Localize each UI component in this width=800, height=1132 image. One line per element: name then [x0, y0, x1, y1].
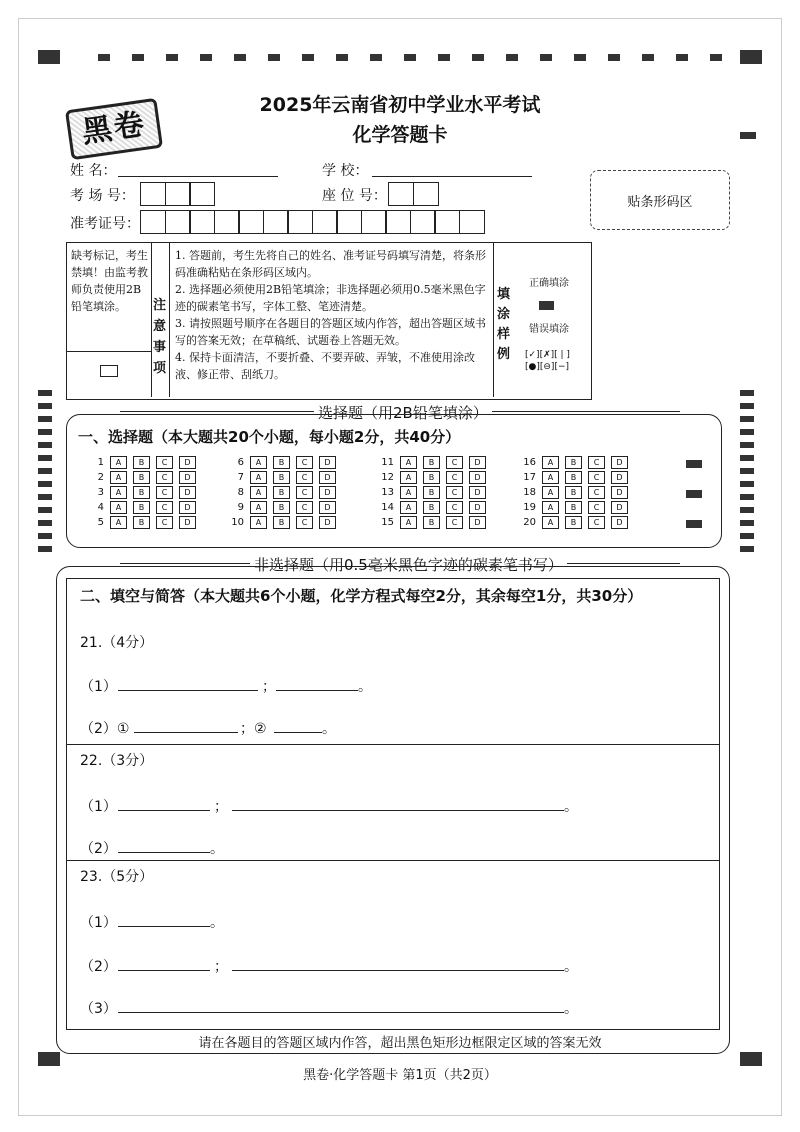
timing-mark — [710, 54, 722, 61]
option-bubble[interactable]: B — [423, 516, 440, 529]
absent-mark-box[interactable] — [100, 365, 118, 377]
name-label: 姓 名： — [70, 163, 117, 179]
row-mark — [686, 490, 702, 498]
option-bubble[interactable]: A — [250, 486, 267, 499]
option-bubble[interactable]: C — [588, 471, 605, 484]
question-number: 6 — [237, 457, 244, 468]
choice-question-row — [518, 456, 634, 469]
timing-mark — [740, 494, 754, 500]
option-bubble[interactable]: B — [273, 471, 290, 484]
question-number: 17 — [523, 472, 536, 483]
notice-heading: 注意事项 — [153, 298, 167, 376]
option-bubble[interactable]: C — [296, 486, 313, 499]
timing-mark — [302, 54, 314, 61]
choice-question-row — [226, 486, 342, 499]
choice-question-row — [86, 471, 202, 484]
option-bubble[interactable]: D — [179, 501, 196, 514]
option-bubble[interactable]: B — [133, 471, 150, 484]
answer-area — [66, 578, 720, 1030]
choice-question-row — [86, 501, 202, 514]
absent-note: 缺考标记，考生禁填！由监考教师负责使用2B铅笔填涂。 — [71, 249, 148, 313]
choice-question-row — [518, 471, 634, 484]
question-number: 1 — [97, 457, 104, 468]
divider — [493, 243, 494, 397]
exam-title: 2025年云南省初中学业水平考试 — [259, 94, 541, 116]
q23-2-end: 。 — [564, 959, 578, 975]
q23-1-blank[interactable] — [118, 926, 210, 927]
choice-question-row — [86, 486, 202, 499]
timing-mark — [98, 54, 110, 61]
timing-mark — [38, 390, 52, 396]
timing-mark — [740, 533, 754, 539]
timing-mark — [38, 468, 52, 474]
timing-mark — [234, 54, 246, 61]
timing-mark — [472, 54, 484, 61]
q21-2-label: （2）① — [80, 721, 130, 737]
q22-2-label: （2） — [80, 841, 117, 857]
option-bubble[interactable]: B — [565, 486, 582, 499]
choice-question-row — [226, 516, 342, 529]
option-bubble[interactable]: D — [179, 516, 196, 529]
option-bubble[interactable]: C — [156, 501, 173, 514]
option-bubble[interactable]: C — [296, 471, 313, 484]
choice-banner: 选择题（用2B铅笔填涂） — [314, 402, 492, 423]
choice-question-row — [226, 501, 342, 514]
option-bubble[interactable]: A — [400, 501, 417, 514]
option-bubble[interactable]: B — [423, 501, 440, 514]
timing-mark — [38, 533, 52, 539]
q23-2-label: （2） — [80, 959, 117, 975]
q23-3-blank[interactable] — [118, 1012, 564, 1013]
option-bubble[interactable]: C — [296, 516, 313, 529]
notice-box — [66, 242, 592, 400]
answer-area-warning: 请在各题目的答题区域内作答，超出黑色矩形边框限定区域的答案无效 — [198, 1036, 602, 1051]
q22-1-blank-b[interactable] — [232, 810, 564, 811]
option-bubble[interactable]: D — [469, 501, 486, 514]
option-bubble[interactable]: A — [110, 516, 127, 529]
option-bubble[interactable]: B — [565, 456, 582, 469]
option-bubble[interactable]: D — [611, 486, 628, 499]
option-bubble[interactable]: A — [250, 456, 267, 469]
option-bubble[interactable]: C — [446, 516, 463, 529]
timing-mark — [336, 54, 348, 61]
question-number: 2 — [97, 472, 104, 483]
q21-1-end: 。 — [358, 679, 372, 695]
name-field[interactable] — [118, 176, 278, 177]
divider — [169, 243, 170, 397]
option-bubble[interactable]: D — [611, 471, 628, 484]
divider — [67, 351, 151, 352]
question-number: 8 — [237, 487, 244, 498]
timing-mark — [38, 429, 52, 435]
question-divider — [66, 860, 720, 861]
question-number: 5 — [97, 517, 104, 528]
option-bubble[interactable]: B — [133, 486, 150, 499]
option-bubble[interactable]: C — [588, 516, 605, 529]
q23-2-blank-b[interactable] — [232, 970, 564, 971]
notice-item: 1. 答题前，考生先将自己的姓名、准考证号码填写清楚，将条形码准确粘贴在条形码区域内。 — [175, 249, 486, 279]
option-bubble[interactable]: C — [446, 456, 463, 469]
option-bubble[interactable]: B — [565, 501, 582, 514]
option-bubble[interactable]: D — [469, 456, 486, 469]
timing-mark — [740, 546, 754, 552]
q22-1-end: 。 — [564, 799, 578, 815]
choice-question-row — [226, 471, 342, 484]
option-bubble[interactable]: A — [110, 471, 127, 484]
choice-question-row — [86, 516, 202, 529]
option-bubble[interactable]: C — [446, 501, 463, 514]
timing-mark — [38, 442, 52, 448]
option-bubble[interactable]: C — [588, 486, 605, 499]
exam-room-label: 考 场 号： — [70, 188, 135, 204]
option-bubble[interactable]: C — [156, 456, 173, 469]
option-bubble[interactable]: A — [250, 471, 267, 484]
option-bubble[interactable]: D — [611, 456, 628, 469]
timing-mark — [676, 54, 688, 61]
timing-mark — [540, 54, 552, 61]
q23-1-label: （1） — [80, 915, 117, 931]
question-number: 18 — [523, 487, 536, 498]
q23-title: 23.（5分） — [80, 869, 154, 885]
choice-question-row — [376, 516, 492, 529]
timing-mark — [200, 54, 212, 61]
corner-mark — [740, 50, 762, 64]
option-bubble[interactable]: D — [179, 486, 196, 499]
q23-3-label: （3） — [80, 1001, 117, 1017]
choice-question-row — [518, 486, 634, 499]
timing-mark — [740, 403, 754, 409]
ticket-label: 准考证号： — [70, 216, 140, 232]
choice-question-row — [376, 456, 492, 469]
ticket-boxes[interactable] — [140, 210, 483, 234]
option-bubble[interactable]: A — [400, 456, 417, 469]
option-bubble[interactable]: A — [250, 516, 267, 529]
choice-question-row — [376, 471, 492, 484]
option-bubble[interactable]: D — [319, 486, 336, 499]
choice-question-row — [86, 456, 202, 469]
timing-mark — [38, 455, 52, 461]
option-bubble[interactable]: A — [542, 471, 559, 484]
question-number: 9 — [237, 502, 244, 513]
q21-2-blank-a[interactable] — [134, 732, 238, 733]
corner-mark — [38, 50, 60, 64]
option-bubble[interactable]: D — [319, 501, 336, 514]
q22-1-sep: ； — [214, 799, 228, 815]
option-bubble[interactable]: C — [156, 471, 173, 484]
q21-2-sep: ；② — [240, 721, 267, 737]
timing-mark — [38, 403, 52, 409]
option-bubble[interactable]: A — [400, 486, 417, 499]
timing-mark — [608, 54, 620, 61]
q21-2-end: 。 — [322, 721, 336, 737]
option-bubble[interactable]: D — [611, 501, 628, 514]
wrong-samples: [✓][✗][ | ] [●][⊖][−] — [525, 350, 570, 372]
option-bubble[interactable]: D — [179, 456, 196, 469]
timing-mark — [740, 455, 754, 461]
timing-mark — [38, 546, 52, 552]
seat-label: 座 位 号： — [322, 188, 387, 204]
q23-1-end: 。 — [210, 915, 224, 931]
question-number: 14 — [381, 502, 394, 513]
q22-title: 22.（3分） — [80, 753, 154, 769]
option-bubble[interactable]: D — [179, 471, 196, 484]
question-number: 10 — [231, 517, 244, 528]
question-number: 12 — [381, 472, 394, 483]
correct-sample — [539, 301, 554, 310]
nonchoice-heading: 二、填空与简答（本大题共6个小题，化学方程式每空2分，其余每空1分，共30分） — [80, 587, 643, 605]
timing-mark — [166, 54, 178, 61]
q21-1-blank-a[interactable] — [118, 690, 258, 691]
option-bubble[interactable]: D — [319, 516, 336, 529]
q23-3-end: 。 — [564, 1001, 578, 1017]
option-bubble[interactable]: B — [133, 501, 150, 514]
sample-heading: 填涂样例 — [497, 287, 511, 362]
timing-mark — [268, 54, 280, 61]
question-number: 19 — [523, 502, 536, 513]
question-divider — [66, 744, 720, 745]
q22-1-blank-a[interactable] — [118, 810, 210, 811]
exam-room-boxes[interactable] — [140, 182, 214, 206]
q22-2-blank[interactable] — [118, 852, 210, 853]
timing-mark — [438, 54, 450, 61]
choice-question-row — [518, 501, 634, 514]
option-bubble[interactable]: A — [400, 471, 417, 484]
option-bubble[interactable]: B — [273, 456, 290, 469]
option-bubble[interactable]: D — [469, 471, 486, 484]
timing-mark — [642, 54, 654, 61]
option-bubble[interactable]: A — [110, 456, 127, 469]
q23-2-sep: ； — [214, 959, 228, 975]
option-bubble[interactable]: A — [400, 516, 417, 529]
choice-question-row — [518, 516, 634, 529]
option-bubble[interactable]: B — [273, 486, 290, 499]
option-bubble[interactable]: C — [296, 501, 313, 514]
question-number: 7 — [237, 472, 244, 483]
option-bubble[interactable]: D — [469, 486, 486, 499]
barcode-area: 贴条形码区 — [590, 170, 730, 230]
timing-mark — [740, 442, 754, 448]
option-bubble[interactable]: B — [273, 501, 290, 514]
brand-badge: 黑卷 — [65, 98, 163, 160]
q21-1-blank-b[interactable] — [276, 690, 358, 691]
question-number: 20 — [523, 517, 536, 528]
option-bubble[interactable]: A — [542, 486, 559, 499]
question-number: 13 — [381, 487, 394, 498]
q21-title: 21.（4分） — [80, 635, 154, 651]
option-bubble[interactable]: C — [156, 516, 173, 529]
choice-heading: 一、选择题（本大题共20个小题，每小题2分，共40分） — [78, 428, 461, 446]
timing-mark — [370, 54, 382, 61]
choice-question-row — [376, 486, 492, 499]
correct-label: 正确填涂 — [529, 278, 569, 289]
option-bubble[interactable]: B — [423, 486, 440, 499]
option-bubble[interactable]: D — [319, 471, 336, 484]
timing-mark — [506, 54, 518, 61]
row-mark — [686, 520, 702, 528]
option-bubble[interactable]: A — [110, 501, 127, 514]
option-bubble[interactable]: C — [588, 501, 605, 514]
notice-item: 2. 选择题必须使用2B铅笔填涂；非选择题必须用0.5毫米黑色字迹的碳素笔书写，字体工整、笔迹清楚。 — [175, 283, 486, 313]
timing-mark — [38, 481, 52, 487]
q22-1-label: （1） — [80, 799, 117, 815]
notice-item: 4. 保持卡面清洁，不要折叠、不要弄破、弄皱，不准使用涂改液、修正带、刮纸刀。 — [175, 351, 475, 381]
question-number: 4 — [97, 502, 104, 513]
q21-1-label: （1） — [80, 679, 117, 695]
timing-mark — [38, 416, 52, 422]
question-number: 16 — [523, 457, 536, 468]
timing-mark — [740, 429, 754, 435]
option-bubble[interactable]: B — [133, 456, 150, 469]
timing-mark — [740, 507, 754, 513]
timing-mark — [740, 481, 754, 487]
option-bubble[interactable]: C — [446, 471, 463, 484]
option-bubble[interactable]: D — [469, 516, 486, 529]
timing-mark — [574, 54, 586, 61]
seat-boxes[interactable] — [388, 182, 437, 206]
timing-mark — [740, 520, 754, 526]
choice-question-row — [226, 456, 342, 469]
timing-mark — [38, 494, 52, 500]
option-bubble[interactable]: B — [423, 471, 440, 484]
timing-mark — [404, 54, 416, 61]
q21-1-sep: ； — [262, 679, 276, 695]
school-field[interactable] — [372, 176, 532, 177]
timing-mark — [740, 468, 754, 474]
timing-mark — [38, 507, 52, 513]
row-mark — [686, 460, 702, 468]
option-bubble[interactable]: B — [423, 456, 440, 469]
timing-mark — [38, 520, 52, 526]
option-bubble[interactable]: A — [542, 501, 559, 514]
wrong-label: 错误填涂 — [529, 324, 569, 335]
nonchoice-banner: 非选择题（用0.5毫米黑色字迹的碳素笔书写） — [250, 554, 567, 575]
notice-item: 3. 请按照题号顺序在各题目的答题区域内作答，超出答题区域书写的答案无效；在草稿纸、试题卷上答题无效。 — [175, 317, 486, 347]
q21-2-blank-b[interactable] — [274, 732, 322, 733]
option-bubble[interactable]: A — [110, 486, 127, 499]
option-bubble[interactable]: B — [273, 516, 290, 529]
question-number: 3 — [97, 487, 104, 498]
option-bubble[interactable]: C — [156, 486, 173, 499]
option-bubble[interactable]: B — [565, 471, 582, 484]
option-bubble[interactable]: C — [446, 486, 463, 499]
question-number: 11 — [381, 457, 394, 468]
notice-list — [175, 247, 487, 383]
option-bubble[interactable]: B — [565, 516, 582, 529]
option-bubble[interactable]: B — [133, 516, 150, 529]
option-bubble[interactable]: A — [542, 516, 559, 529]
timing-mark — [740, 416, 754, 422]
option-bubble[interactable]: C — [588, 456, 605, 469]
option-bubble[interactable]: A — [250, 501, 267, 514]
q23-2-blank-a[interactable] — [118, 970, 210, 971]
school-label: 学 校： — [322, 163, 369, 179]
card-title: 化学答题卡 — [352, 124, 448, 146]
page-footer: 黑卷·化学答题卡 第1页（共2页） — [303, 1068, 497, 1083]
question-number: 15 — [381, 517, 394, 528]
option-bubble[interactable]: A — [542, 456, 559, 469]
option-bubble[interactable]: D — [319, 456, 336, 469]
q22-2-end: 。 — [210, 841, 224, 857]
option-bubble[interactable]: C — [296, 456, 313, 469]
option-bubble[interactable]: D — [611, 516, 628, 529]
choice-question-row — [376, 501, 492, 514]
timing-mark — [740, 390, 754, 396]
timing-mark — [132, 54, 144, 61]
